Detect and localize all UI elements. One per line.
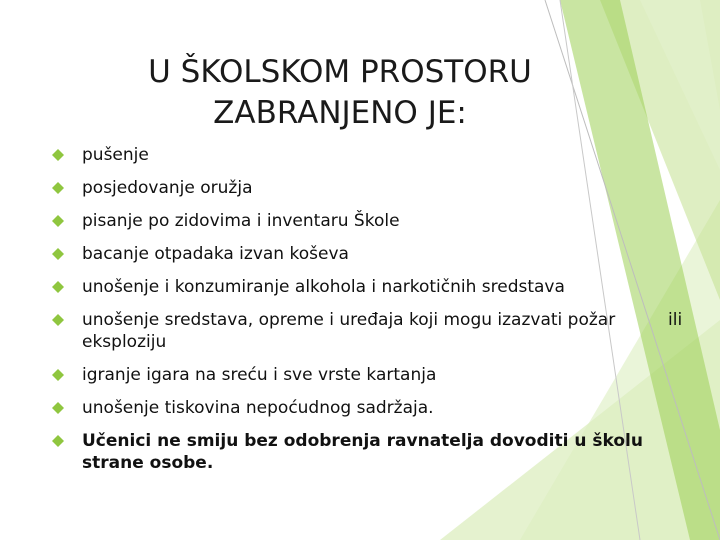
- green-diamond-bullet-icon: [52, 314, 64, 326]
- list-item: igranje igara na sreću i sve vrste kartanja: [52, 364, 692, 397]
- green-diamond-bullet-icon: [52, 215, 64, 227]
- green-diamond-bullet-icon: [52, 369, 64, 381]
- green-diamond-bullet-icon: [52, 182, 64, 194]
- list-item: pisanje po zidovima i inventaru Škole: [52, 210, 692, 243]
- list-item: unošenje tiskovina nepoćudnog sadržaja.: [52, 397, 692, 430]
- slide-title: [100, 52, 580, 134]
- title-line-1: U ŠKOLSKOM PROSTORU: [148, 54, 532, 90]
- green-diamond-bullet-icon: [52, 435, 64, 447]
- green-diamond-bullet-icon: [52, 248, 64, 260]
- green-diamond-bullet-icon: [52, 281, 64, 293]
- list-item: pušenje: [52, 144, 692, 177]
- overflow-word: ili: [668, 310, 683, 330]
- title-line-2: ZABRANJENO JE:: [213, 95, 467, 131]
- list-item: bacanje otpadaka izvan koševa: [52, 243, 692, 276]
- green-diamond-bullet-icon: [52, 149, 64, 161]
- prohibited-list: [52, 144, 692, 485]
- list-item: unošenje sredstava, opreme i uređaja koji mogu izazvati požar ili eksploziju: [52, 309, 692, 364]
- list-item: posjedovanje oružja: [52, 177, 692, 210]
- list-item: Učenici ne smiju bez odobrenja ravnatelja dovoditi u školu strane osobe.: [52, 430, 692, 485]
- list-item: unošenje i konzumiranje alkohola i narkotičnih sredstava: [52, 276, 692, 309]
- green-diamond-bullet-icon: [52, 402, 64, 414]
